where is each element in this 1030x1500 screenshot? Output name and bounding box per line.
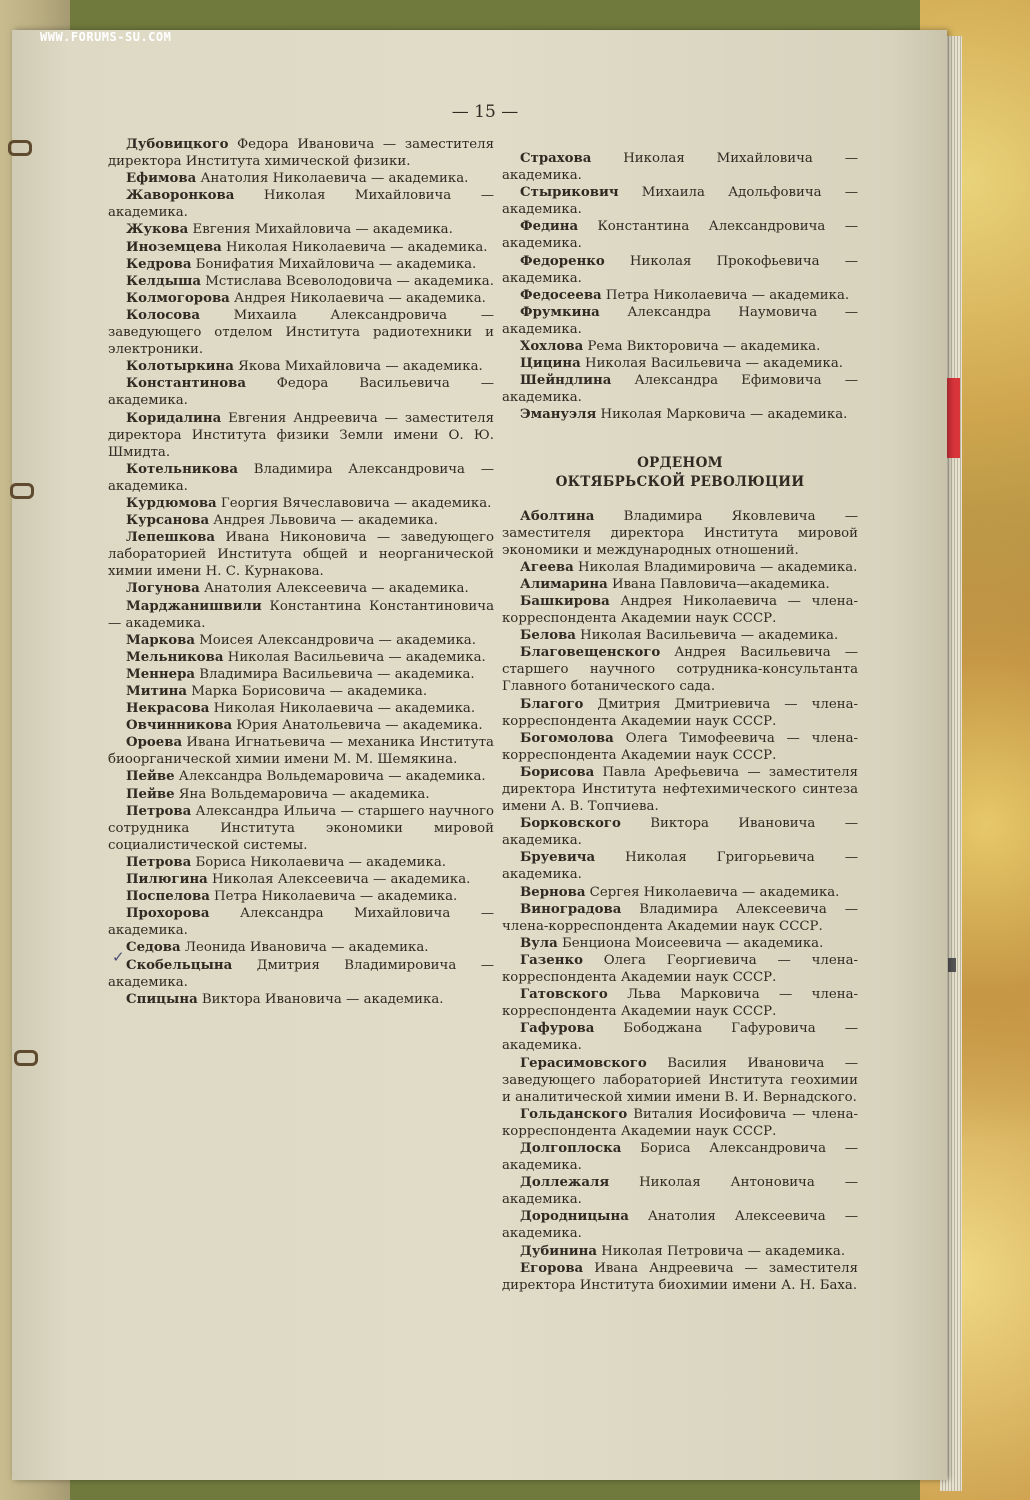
entry-details: Николая Алексеевича — академика. (207, 872, 471, 888)
award-entry (108, 307, 494, 358)
award-entry (502, 730, 858, 764)
entry-details: Константина Александровича — академика. (502, 219, 858, 252)
entry-details: Виктора Ивановича — академика. (197, 991, 444, 1007)
tick-mark: ✓ (112, 948, 125, 966)
award-entry (108, 632, 494, 649)
surname: Газенко (520, 952, 583, 968)
award-entry (502, 627, 858, 644)
award-entry (108, 290, 494, 307)
surname: Курсанова (126, 513, 210, 529)
surname: Федоренко (520, 253, 605, 269)
red-tab-marker (946, 378, 960, 458)
surname: Борисова (520, 764, 595, 780)
entry-details: Петра Николаевича — академика. (209, 889, 458, 905)
entry-details: Николая Николаевича — академика. (221, 239, 488, 255)
entry-details: Анатолия Алексеевича — академика. (502, 1209, 858, 1242)
award-entry (108, 888, 494, 905)
entry-details: Михаила Александровича — заведующего отделом Института радиотехники и электроники. (108, 307, 494, 358)
entry-details: Владимира Алексеевича — члена-корреспондента Академии наук СССР. (502, 901, 858, 934)
surname: Петрова (126, 854, 192, 870)
award-entry (502, 884, 858, 901)
binding-ring (14, 1050, 38, 1066)
surname: Поспелова (126, 889, 210, 905)
award-entry (502, 593, 858, 627)
right-column-top-list (502, 150, 858, 424)
surname: Шейндлина (520, 373, 612, 389)
award-entry (108, 854, 494, 871)
surname: Благого (520, 696, 584, 712)
award-entry (108, 461, 494, 495)
surname: Бруевича (520, 850, 596, 866)
entry-details: Федора Ивановича — заместителя директора Института химической физики. (108, 137, 494, 170)
award-entry (502, 935, 858, 952)
surname: Ороева (126, 735, 183, 751)
binding-ring (8, 140, 32, 156)
entry-details: Владимира Васильевича — академика. (195, 666, 475, 682)
award-entry (108, 734, 494, 768)
entry-details: Ивана Игнатьевича — механика Института биоорганической химии имени М. М. Шемякина. (108, 735, 494, 768)
surname: Кедрова (126, 256, 192, 272)
entry-details: Бенциона Моисеевича — академика. (557, 935, 824, 951)
award-entry (108, 957, 494, 991)
entry-details: Федора Васильевича — академика. (108, 376, 494, 409)
award-entry (108, 683, 494, 700)
award-entry (502, 184, 858, 218)
award-entry (108, 273, 494, 290)
entry-details: Николая Михайловича — академика. (502, 151, 858, 184)
surname: Дубовицкого (126, 137, 229, 152)
award-entry (108, 512, 494, 529)
award-entry (108, 786, 494, 803)
award-entry (502, 901, 858, 935)
entry-details: Виктора Ивановича — академика. (502, 816, 858, 849)
award-entry (108, 905, 494, 939)
surname: Логунова (126, 581, 200, 597)
award-entry (108, 803, 494, 854)
entry-details: Андрея Васильевича — старшего научного сотрудника-консультанта Главного ботанического сада. (502, 645, 858, 695)
award-entry (502, 1020, 858, 1054)
watermark: WWW.FORUMS-SU.COM (40, 30, 172, 44)
entry-details: Евгения Андреевича — заместителя директора Института физики Земли имени О. Ю. Шмидта. (108, 410, 494, 460)
surname: Благовещенского (520, 645, 661, 661)
surname: Колосова (126, 307, 201, 323)
entry-details: Марка Борисовича — академика. (187, 684, 428, 699)
surname: Богомолова (520, 730, 614, 746)
entry-details: Виталия Иосифовича — члена-корреспондента Академии наук СССР. (502, 1106, 858, 1139)
entry-details: Бориса Николаевича — академика. (191, 854, 446, 870)
page-number: — 15 — (451, 102, 519, 122)
entry-details: Василия Ивановича — заведующего лабораторией Института геохимии и аналитической химии имени В. И. Вернадского. (502, 1055, 858, 1105)
award-entry (108, 410, 494, 461)
surname: Пейве (126, 769, 175, 785)
entry-details: Владимира Яковлевича — заместителя директора Института мировой экономики и международных отношений. (502, 508, 858, 558)
surname: Федосеева (520, 287, 602, 303)
award-entry (502, 338, 858, 355)
surname: Пилюгина (126, 872, 208, 888)
entry-details: Николая Антоновича — академика. (502, 1175, 858, 1208)
surname: Дородницына (520, 1209, 629, 1225)
award-entry (108, 256, 494, 273)
left-column (108, 136, 494, 1008)
entry-details: Николая Петровича — академика. (597, 1243, 846, 1259)
surname: Дубинина (520, 1243, 598, 1259)
entry-details: Николая Васильевича — академика. (223, 649, 486, 665)
entry-details: Николая Васильевича — академика. (575, 628, 839, 644)
surname: Фрумкина (520, 304, 600, 320)
section-heading-line2: ОКТЯБРЬСКОЙ РЕВОЛЮЦИИ (555, 473, 805, 490)
entry-details: Николая Михайловича — академика. (108, 188, 494, 221)
entry-details: Бободжана Гафуровича — академика. (502, 1021, 858, 1054)
entry-details: Александра Ильича — старшего научного сотрудника Института экономики мировой социалистической системы. (108, 803, 494, 853)
entry-details: Георгия Вячеславовича — академика. (216, 495, 492, 511)
surname: Марджанишвили (126, 598, 262, 614)
entry-details: Бонифатия Михайловича — академика. (191, 256, 477, 272)
entry-details: Владимира Александровича — академика. (108, 461, 494, 494)
award-entry (502, 1106, 858, 1140)
entry-details: Олега Георгиевича — члена-корреспондента Академии наук СССР. (502, 952, 858, 986)
award-entry (502, 218, 858, 252)
surname: Страхова (520, 151, 592, 166)
surname: Виноградова (520, 901, 622, 917)
entry-details: Андрея Львовича — академика. (209, 513, 438, 529)
award-entry (108, 495, 494, 512)
surname: Колотыркина (126, 359, 234, 375)
award-entry (502, 1140, 858, 1174)
award-entry (108, 136, 494, 170)
surname: Митина (126, 684, 188, 699)
surname: Стырикович (520, 185, 619, 201)
award-entry (502, 304, 858, 338)
entry-details: Николая Васильевича — академика. (580, 356, 844, 372)
surname: Котельникова (126, 461, 238, 477)
surname: Белова (520, 628, 576, 644)
award-entry (108, 598, 494, 632)
surname: Константинова (126, 376, 246, 392)
entry-details: Павла Арефьевича — заместителя директора Института нефтехимического синтеза имени А. В. Топчиева. (502, 764, 858, 815)
award-entry (502, 849, 858, 883)
entry-details: Андрея Николаевича — члена-корреспондента Академии наук СССР. (502, 593, 858, 627)
award-entry (502, 559, 858, 576)
surname: Лепешкова (126, 530, 216, 546)
surname: Колмогорова (126, 290, 230, 306)
entry-details: Николая Григорьевича — академика. (502, 850, 858, 883)
surname: Герасимовского (520, 1055, 647, 1071)
surname: Спицына (126, 991, 198, 1007)
surname: Жукова (126, 222, 189, 238)
surname: Келдыша (126, 273, 202, 289)
surname: Меннера (126, 666, 196, 682)
entry-details: Андрея Николаевича — академика. (229, 290, 486, 306)
award-entry (108, 580, 494, 597)
award-entry (108, 768, 494, 785)
entry-details: Дмитрия Дмитриевича — члена-корреспондента Академии наук СССР. (502, 696, 858, 729)
surname: Агеева (520, 559, 574, 575)
surname: Мельникова (126, 649, 224, 665)
award-entry (108, 375, 494, 409)
surname: Скобельцына (126, 957, 233, 973)
award-entry (108, 221, 494, 238)
entry-details: Николая Марковича — академика. (596, 407, 848, 423)
award-entry (502, 576, 858, 593)
surname: Жаворонкова (126, 188, 235, 204)
award-entry (502, 1260, 858, 1294)
entry-details: Александра Наумовича — академика. (502, 304, 858, 337)
entry-details: Леонида Ивановича — академика. (180, 940, 429, 956)
award-entry (108, 358, 494, 375)
entry-details: Яна Вольдемаровича — академика. (174, 786, 430, 802)
entry-details: Дмитрия Владимировича — академика. (108, 957, 494, 990)
award-entry (108, 529, 494, 580)
entry-details: Александра Вольдемаровича — академика. (174, 769, 486, 785)
surname: Петрова (126, 803, 192, 819)
entry-details: Моисея Александровича — академика. (194, 632, 476, 648)
entry-details: Ивана Андреевича — заместителя директора Института биохимии имени А. Н. Баха. (502, 1260, 858, 1293)
entry-details: Якова Михайловича — академика. (233, 359, 483, 375)
surname: Гатовского (520, 987, 608, 1003)
entry-details: Анатолия Николаевича — академика. (196, 171, 469, 187)
section-heading (502, 454, 858, 492)
award-entry (108, 939, 494, 956)
entry-details: Льва Марковича — члена-корреспондента Академии наук СССР. (502, 987, 858, 1020)
award-entry (502, 696, 858, 730)
surname: Маркова (126, 632, 195, 648)
surname: Долгоплоска (520, 1140, 622, 1156)
section-heading-line1: ОРДЕНОМ (637, 454, 723, 471)
surname: Ефимова (126, 171, 197, 187)
entry-details: Константина Константиновича — академика. (108, 598, 494, 631)
surname: Алимарина (520, 576, 608, 592)
surname: Федина (520, 219, 579, 235)
surname: Гафурова (520, 1021, 595, 1037)
surname: Прохорова (126, 906, 210, 922)
award-entry (502, 815, 858, 849)
award-entry (108, 239, 494, 256)
award-entry (502, 986, 858, 1020)
award-entry (108, 187, 494, 221)
award-entry (502, 406, 858, 423)
award-entry (502, 372, 858, 406)
surname: Коридалина (126, 410, 222, 426)
surname: Цицина (520, 356, 581, 372)
surname: Вернова (520, 884, 586, 900)
entry-details: Петра Николаевича — академика. (601, 287, 850, 303)
award-entry (108, 717, 494, 734)
edge-mark (948, 958, 956, 972)
surname: Некрасова (126, 701, 210, 717)
surname: Гольданского (520, 1106, 628, 1122)
entry-details: Евгения Михайловича — академика. (188, 222, 453, 238)
right-column-bottom-list (502, 508, 858, 1294)
surname: Курдюмова (126, 495, 217, 511)
surname: Егорова (520, 1260, 584, 1276)
entry-details: Николая Прокофьевича — академика. (502, 253, 858, 286)
award-entry (502, 1208, 858, 1242)
entry-details: Михаила Адольфовича — академика. (502, 185, 858, 218)
surname: Пейве (126, 786, 175, 802)
award-entry (502, 355, 858, 372)
surname: Вула (520, 935, 558, 951)
award-entry (502, 644, 858, 695)
right-column (502, 150, 858, 1294)
award-entry (108, 170, 494, 187)
entry-details: Ивана Павловича—академика. (607, 576, 830, 592)
award-entry (502, 1055, 858, 1106)
entry-details: Рема Викторовича — академика. (583, 339, 821, 355)
entry-details: Мстислава Всеволодовича — академика. (201, 273, 494, 289)
award-entry (502, 508, 858, 559)
entry-details: Николая Николаевича — академика. (209, 701, 476, 717)
surname: Эмануэля (520, 407, 597, 423)
surname: Хохлова (520, 339, 584, 355)
award-entry (502, 952, 858, 986)
award-entry (502, 287, 858, 304)
award-entry (108, 700, 494, 717)
award-entry (502, 764, 858, 815)
award-entry (108, 649, 494, 666)
award-entry (502, 253, 858, 287)
entry-details: Ивана Никоновича — заведующего лабораторией Института общей и неорганической химии имени Н. С. Курнакова. (108, 530, 494, 580)
award-entry (108, 666, 494, 683)
surname: Борковского (520, 816, 621, 832)
award-entry (108, 991, 494, 1008)
entry-details: Олега Тимофеевича — члена-корреспондента Академии наук СССР. (502, 730, 858, 763)
entry-details: Бориса Александровича — академика. (502, 1140, 858, 1174)
surname: Овчинникова (126, 718, 233, 734)
entry-details: Анатолия Алексеевича — академика. (199, 581, 469, 597)
surname: Башкирова (520, 593, 610, 609)
surname: Доллежаля (520, 1175, 610, 1191)
binding-ring (10, 483, 34, 499)
award-entry (502, 150, 858, 184)
surname: Иноземцева (126, 239, 222, 255)
entry-details: Николая Владимировича — академика. (573, 559, 858, 575)
award-entry (108, 871, 494, 888)
entry-details: Александра Михайловича — академика. (108, 906, 494, 939)
surname: Аболтина (520, 508, 595, 524)
surname: Седова (126, 940, 181, 956)
award-entry (502, 1174, 858, 1208)
entry-details: Сергея Николаевича — академика. (585, 884, 840, 900)
entry-details: Александра Ефимовича — академика. (502, 373, 858, 406)
award-entry (502, 1243, 858, 1260)
entry-details: Юрия Анатольевича — академика. (232, 718, 483, 734)
